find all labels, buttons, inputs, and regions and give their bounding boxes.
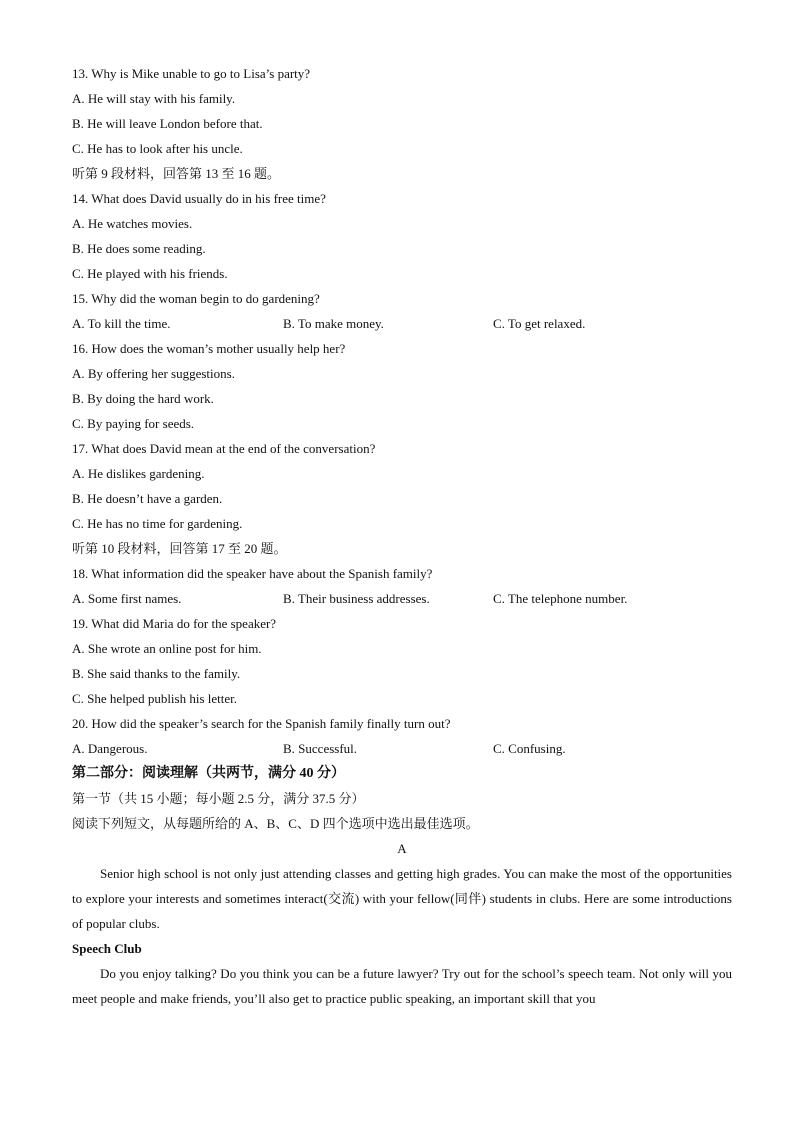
q14-option-b: B. He does some reading. xyxy=(72,241,206,256)
q13-option-c: C. He has to look after his uncle. xyxy=(72,141,243,156)
q19-option-b: B. She said thanks to the family. xyxy=(72,666,241,681)
q19-option-c: C. She helped publish his letter. xyxy=(72,691,238,706)
q16-option-c: C. By paying for seeds. xyxy=(72,416,195,431)
q20-option-b: B. Successful. xyxy=(283,741,358,756)
q18-option-b: B. Their business addresses. xyxy=(283,591,430,606)
part2-title: 第二部分：阅读理解（共两节，满分 40 分） xyxy=(72,766,345,781)
q16-stem: 16. How does the woman’s mother usually help her? xyxy=(72,341,346,356)
part2-section1: 第一节（共 15 小题；每小题 2.5 分，满分 37.5 分） xyxy=(72,791,365,806)
q15-option-a: A. To kill the time. xyxy=(72,316,171,331)
exam-page xyxy=(72,61,732,1011)
q13-stem: 13. Why is Mike unable to go to Lisa’s party? xyxy=(72,66,311,81)
passage-label: A xyxy=(397,841,407,856)
q20-option-a: A. Dangerous. xyxy=(72,741,148,756)
q18-options xyxy=(72,586,732,611)
q20-options xyxy=(72,736,732,761)
q16-option-b: B. By doing the hard work. xyxy=(72,391,214,406)
part2-instruction: 阅读下列短文，从每题所给的 A、B、C、D 四个选项中选出最佳选项。 xyxy=(72,816,479,831)
q20-option-c: C. Confusing. xyxy=(493,741,566,756)
listening-note-10: 听第 10 段材料，回答第 17 至 20 题。 xyxy=(72,541,287,556)
q14-stem: 14. What does David usually do in his free time? xyxy=(72,191,326,206)
passage-intro: Senior high school is not only just attending classes and getting high grades. You can make the most of the opportunities to explore your interests and sometimes interact(交流) with your fellow(同伴) students in clubs. Here are some introductions of popular clubs. xyxy=(72,866,732,931)
q18-option-c: C. The telephone number. xyxy=(493,591,628,606)
q18-option-a: A. Some first names. xyxy=(72,591,182,606)
club-heading: Speech Club xyxy=(72,941,142,956)
q17-stem: 17. What does David mean at the end of the conversation? xyxy=(72,441,376,456)
listening-note-9: 听第 9 段材料，回答第 13 至 16 题。 xyxy=(72,166,281,181)
q19-stem: 19. What did Maria do for the speaker? xyxy=(72,616,277,631)
q14-option-a: A. He watches movies. xyxy=(72,216,193,231)
q15-option-c: C. To get relaxed. xyxy=(493,316,586,331)
q17-option-b: B. He doesn’t have a garden. xyxy=(72,491,223,506)
q20-stem: 20. How did the speaker’s search for the Spanish family finally turn out? xyxy=(72,716,451,731)
q13-option-b: B. He will leave London before that. xyxy=(72,116,263,131)
q17-option-a: A. He dislikes gardening. xyxy=(72,466,205,481)
q13-option-a: A. He will stay with his family. xyxy=(72,91,236,106)
q15-option-b: B. To make money. xyxy=(283,316,384,331)
club-text: Do you enjoy talking? Do you think you can be a future lawyer? Try out for the school’s speech team. Not only will you meet people and make friends, you’ll also get to practice public speaking, an important skill that you xyxy=(72,966,732,1006)
q15-stem: 15. Why did the woman begin to do gardening? xyxy=(72,291,320,306)
q16-option-a: A. By offering her suggestions. xyxy=(72,366,235,381)
q15-options xyxy=(72,311,732,336)
q19-option-a: A. She wrote an online post for him. xyxy=(72,641,262,656)
q14-option-c: C. He played with his friends. xyxy=(72,266,228,281)
q18-stem: 18. What information did the speaker have about the Spanish family? xyxy=(72,566,433,581)
q17-option-c: C. He has no time for gardening. xyxy=(72,516,243,531)
